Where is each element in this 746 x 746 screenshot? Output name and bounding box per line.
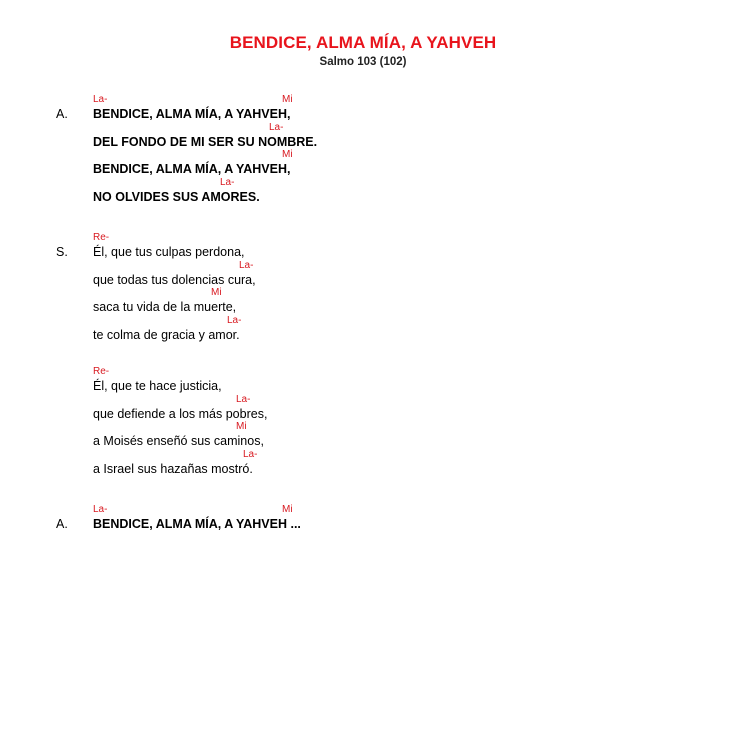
chord: Mi xyxy=(211,287,222,298)
chord: La- xyxy=(93,94,108,105)
chord: Mi xyxy=(282,149,293,160)
chord: Re- xyxy=(93,366,110,377)
chord: Mi xyxy=(282,94,293,105)
lyric-line: Él, que tus culpas perdona, xyxy=(93,245,245,259)
chord: Re- xyxy=(93,232,110,243)
chord: La- xyxy=(239,260,254,271)
lyric-line: que todas tus dolencias cura, xyxy=(93,273,256,287)
lyric-line: a Israel sus hazañas mostró. xyxy=(93,462,253,476)
chord: La- xyxy=(227,315,242,326)
lyric-line: a Moisés enseñó sus caminos, xyxy=(93,434,264,448)
chord: La- xyxy=(243,449,258,460)
chord: Mi xyxy=(236,421,247,432)
lyric-line: te colma de gracia y amor. xyxy=(93,328,240,342)
section-marker-soloist: S. xyxy=(56,245,68,259)
lyric-line: BENDICE, ALMA MÍA, A YAHVEH, xyxy=(93,107,291,121)
song-subtitle: Salmo 103 (102) xyxy=(319,56,407,68)
lyric-line: que defiende a los más pobres, xyxy=(93,407,268,421)
lyric-line: Él, que te hace justicia, xyxy=(93,379,222,393)
lyric-line: BENDICE, ALMA MÍA, A YAHVEH ... xyxy=(93,517,301,531)
lyric-line: saca tu vida de la muerte, xyxy=(93,300,237,314)
song-title: BENDICE, ALMA MÍA, A YAHVEH xyxy=(229,33,497,52)
chord: La- xyxy=(269,122,284,133)
lyric-line: BENDICE, ALMA MÍA, A YAHVEH, xyxy=(93,162,291,176)
lyric-line: DEL FONDO DE MI SER SU NOMBRE. xyxy=(93,135,318,149)
chord: La- xyxy=(236,394,251,405)
lyric-line: NO OLVIDES SUS AMORES. xyxy=(93,190,260,204)
chord: La- xyxy=(93,504,108,515)
section-marker-antiphon: A. xyxy=(56,107,68,121)
section-marker-antiphon: A. xyxy=(56,517,68,531)
chord: Mi xyxy=(282,504,293,515)
chord: La- xyxy=(220,177,235,188)
